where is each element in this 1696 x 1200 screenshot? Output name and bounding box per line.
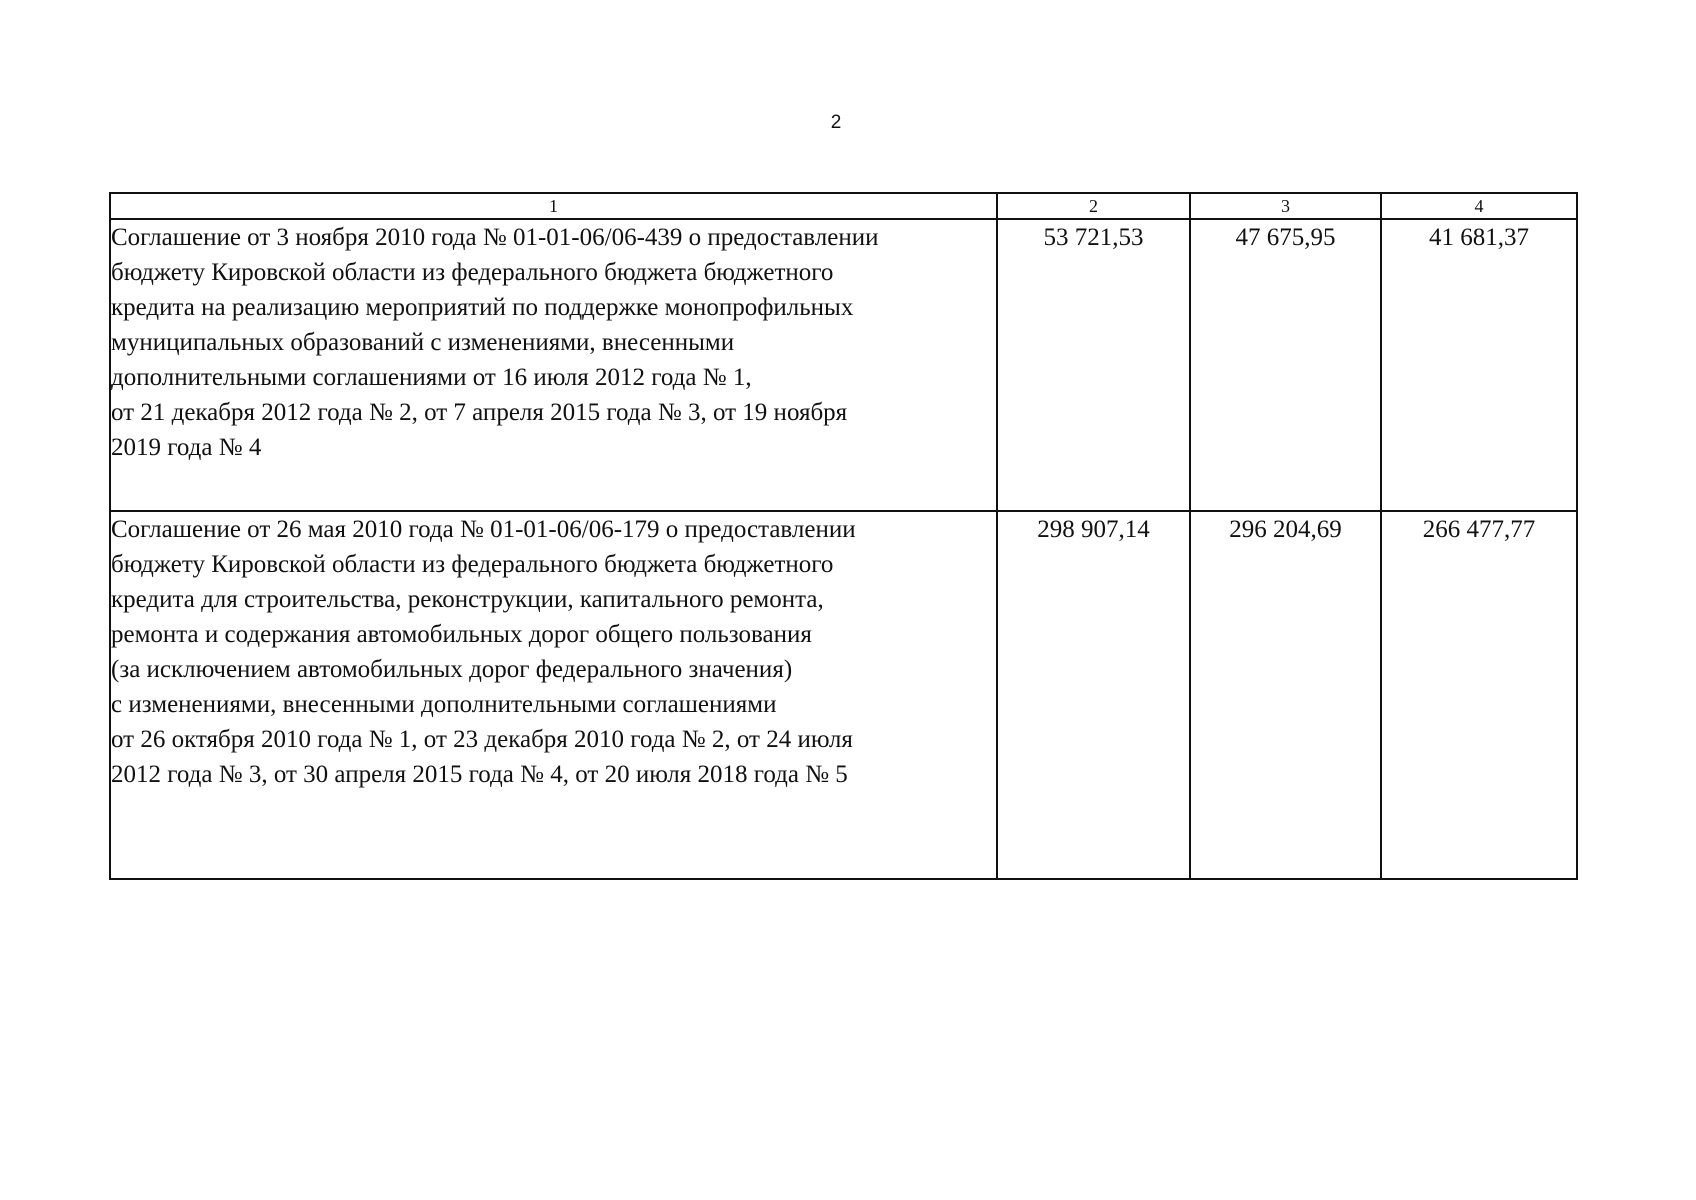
table-header-row	[110, 193, 1577, 219]
column-header-3: 3	[1190, 193, 1381, 219]
column-header-1: 1	[110, 193, 997, 219]
amount-column-3: 296 204,69	[1190, 511, 1381, 879]
page-number: 2	[830, 112, 842, 133]
amount-column-2: 53 721,53	[997, 219, 1190, 511]
amount-column-4: 41 681,37	[1381, 219, 1577, 511]
amount-column-3: 47 675,95	[1190, 219, 1381, 511]
column-header-2: 2	[997, 193, 1190, 219]
agreement-description: Соглашение от 26 мая 2010 года № 01-01-06/06-179 о предоставлении бюджету Кировской области из федерального бюджета бюджетного кредита для строительства, реконструкции, капитального ремонта, ремонта и содержания автомобильных дорог общего пользования (за исключением автомобильных дорог федерального значения) с изменениями, внесенными дополнительными соглашениями от 26 октября 2010 года № 1, от 23 декабря 2010 года № 2, от 24 июля 2012 года № 3, от 30 апреля 2015 года № 4, от 20 июля 2018 года № 5	[110, 511, 997, 879]
table-row	[110, 511, 1577, 879]
table-row	[110, 219, 1577, 511]
amount-column-2: 298 907,14	[997, 511, 1190, 879]
agreement-description: Соглашение от 3 ноября 2010 года № 01-01-06/06-439 о предоставлении бюджету Кировской области из федерального бюджета бюджетного кредита на реализацию мероприятий по поддержке монопрофильных муниципальных образований с изменениями, внесенными дополнительными соглашениями от 16 июля 2012 года № 1, от 21 декабря 2012 года № 2, от 7 апреля 2015 года № 3, от 19 ноября 2019 года № 4	[110, 219, 997, 511]
column-header-4: 4	[1381, 193, 1577, 219]
amount-column-4: 266 477,77	[1381, 511, 1577, 879]
budget-credit-table	[109, 192, 1578, 880]
